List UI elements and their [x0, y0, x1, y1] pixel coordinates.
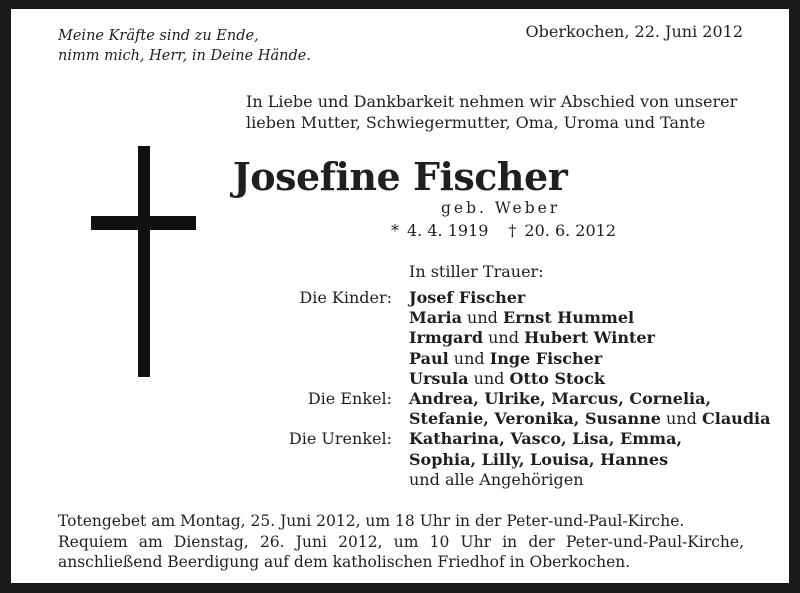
intro-line: In Liebe und Dankbarkeit nehmen wir Abschied von unserer — [246, 92, 738, 111]
children-label: Die Kinder: — [299, 288, 392, 307]
list-item: Josef Fischer — [409, 288, 526, 307]
grandchildren-line: Stefanie, Veronika, Susanne und Claudia — [409, 409, 771, 429]
great-grandchildren-line: Katharina, Vasco, Lisa, Emma, — [409, 429, 683, 449]
quote-line: nimm mich, Herr, in Deine Hände. — [58, 48, 311, 64]
place-and-date: Oberkochen, 22. Juni 2012 — [525, 22, 743, 41]
list-item: Irmgard und Hubert Winter — [409, 328, 655, 348]
service-line: Totengebet am Montag, 25. Juni 2012, um 18 Uhr in der Peter-und-Paul-Kirche. — [58, 512, 685, 530]
list-item: Ursula und Otto Stock — [409, 368, 605, 388]
birth-star-icon: * — [391, 221, 399, 240]
list-item: Maria und Ernst Hummel — [409, 308, 635, 328]
mourners-list — [409, 288, 770, 490]
list-item: Paul und Inge Fischer — [409, 348, 603, 368]
death-cross-icon: † — [508, 221, 517, 240]
grandchildren-label: Die Enkel: — [307, 389, 392, 408]
service-details — [58, 511, 744, 573]
birth-date: 4. 4. 1919 — [407, 221, 489, 240]
cross-horizontal-beam — [91, 216, 196, 230]
maiden-name: geb. Weber — [441, 199, 561, 217]
intro-text — [246, 91, 737, 133]
service-line: anschließend Beerdigung auf dem katholischen Friedhof in Oberkochen. — [58, 553, 631, 571]
great-grandchildren-line: Sophia, Lilly, Louisa, Hannes — [409, 449, 669, 469]
great-grandchildren-label: Die Urenkel: — [288, 429, 392, 448]
intro-line: lieben Mutter, Schwiegermutter, Oma, Uroma und Tante — [246, 113, 706, 132]
relatives-line: und alle Angehörigen — [409, 469, 584, 489]
bible-quote — [58, 26, 311, 66]
mourning-heading: In stiller Trauer: — [409, 262, 544, 281]
quote-line: Meine Kräfte sind zu Ende, — [58, 28, 259, 44]
grandchildren-line: Andrea, Ulrike, Marcus, Cornelia, — [409, 389, 712, 409]
deceased-name: Josefine Fischer — [232, 154, 568, 199]
service-line: Requiem am Dienstag, 26. Juni 2012, um 10 Uhr in der Peter-und-Paul-Kirche, — [58, 532, 744, 551]
life-dates — [391, 221, 616, 240]
death-date: 20. 6. 2012 — [524, 221, 617, 240]
